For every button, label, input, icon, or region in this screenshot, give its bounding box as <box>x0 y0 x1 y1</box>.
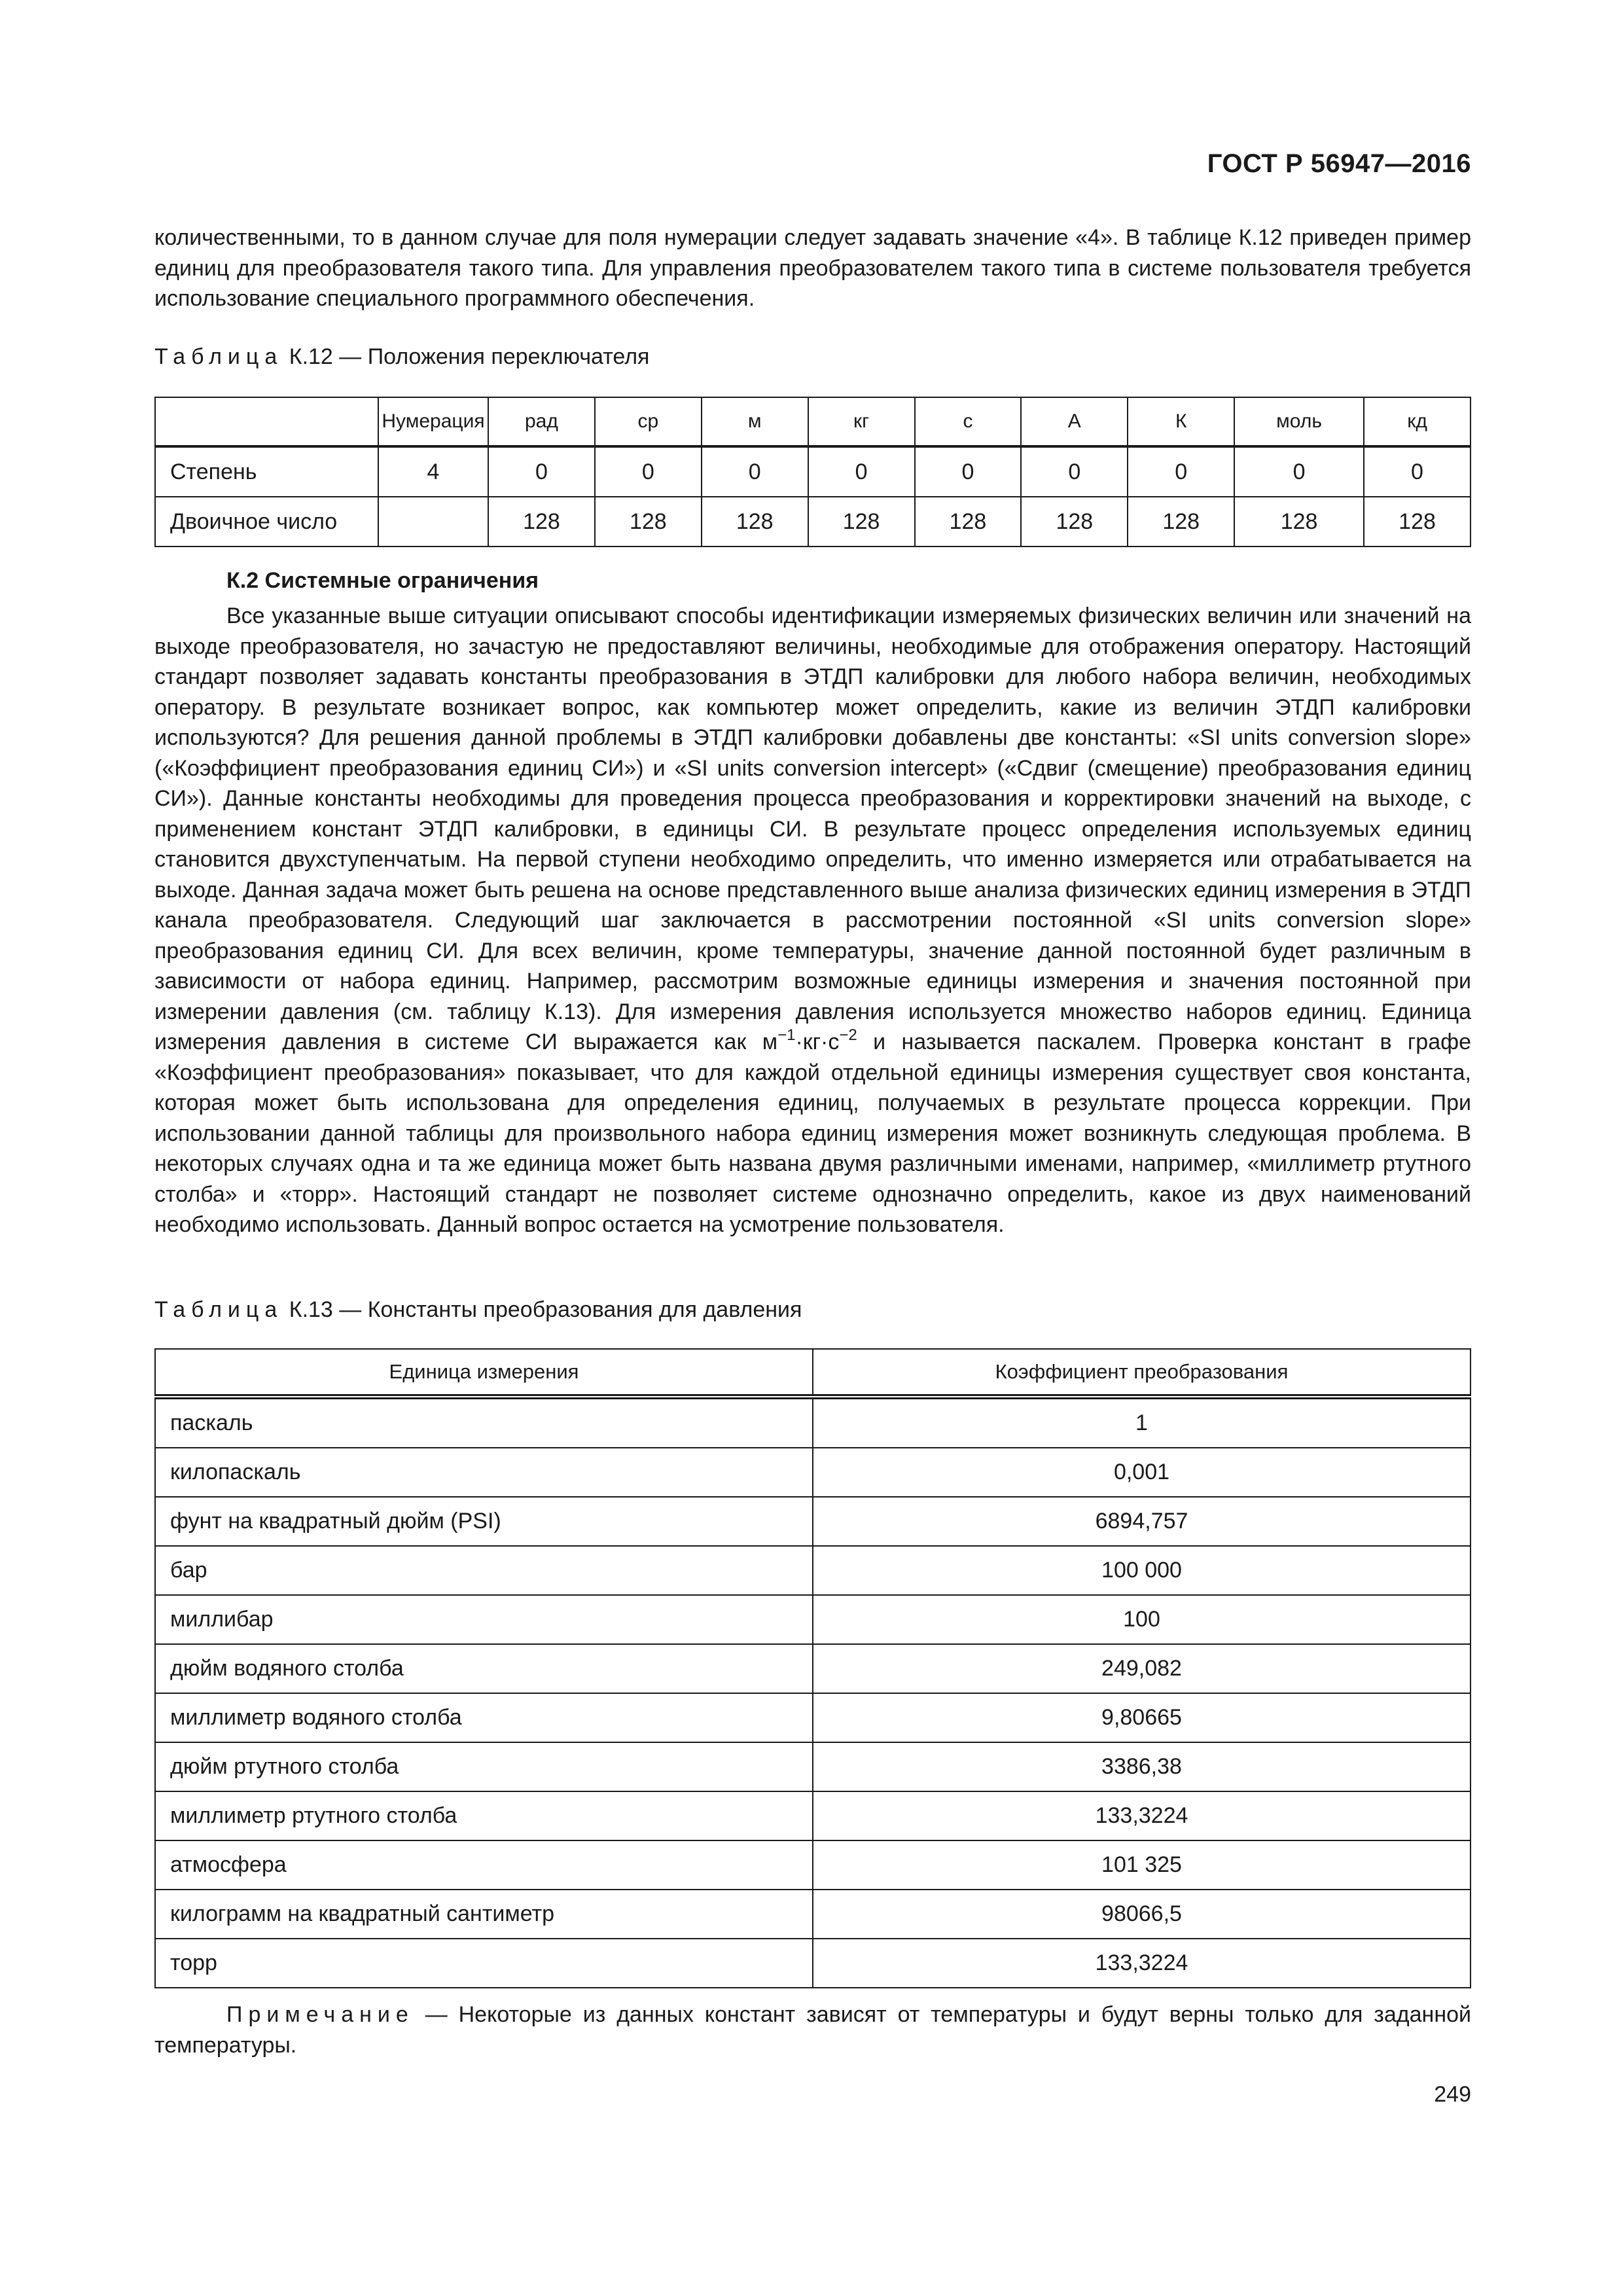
header-cell-cd: кд <box>1364 397 1471 446</box>
table-cell: 0 <box>1128 446 1234 497</box>
table-row <box>155 1644 1471 1693</box>
coefficient-cell: 9,80665 <box>813 1693 1471 1742</box>
superscript-minus-one: −1 <box>777 1026 796 1044</box>
table-cell: 0 <box>702 446 808 497</box>
unit-cell: паскаль <box>155 1397 813 1448</box>
table-k13-caption <box>154 1297 802 1323</box>
table-row <box>155 1939 1471 1988</box>
coefficient-cell: 3386,38 <box>813 1742 1471 1791</box>
switch-positions-table <box>154 397 1471 547</box>
table-cell: 0 <box>808 446 915 497</box>
header-cell-blank <box>155 397 378 446</box>
table-caption-text: К.13 — Константы преобразования для давления <box>289 1297 802 1322</box>
pressure-conversion-table <box>154 1348 1471 1988</box>
row-label: Двоичное число <box>155 497 378 547</box>
unit-cell: миллиметр ртутного столба <box>155 1791 813 1840</box>
document-id: ГОСТ Р 56947—2016 <box>1207 149 1471 178</box>
table-row <box>155 1448 1471 1497</box>
header-cell-k: К <box>1128 397 1234 446</box>
table-row <box>155 1497 1471 1546</box>
superscript-minus-two: −2 <box>839 1026 857 1044</box>
table-row <box>155 1397 1471 1448</box>
unit-cell: атмосфера <box>155 1840 813 1890</box>
header-cell-mol: моль <box>1234 397 1364 446</box>
table-row <box>155 1546 1471 1595</box>
table-row <box>155 1840 1471 1890</box>
header-cell-rad: рад <box>488 397 595 446</box>
table-cell: 128 <box>595 497 702 547</box>
header-cell-coefficient: Коэффициент преобразования <box>813 1349 1471 1397</box>
header-cell-sr: ср <box>595 397 702 446</box>
table-row <box>155 497 1471 547</box>
table-cell: 128 <box>1234 497 1364 547</box>
section-body <box>154 601 1471 1240</box>
table-row <box>155 1791 1471 1840</box>
header-cell-unit: Единица измерения <box>155 1349 813 1397</box>
table-cell: 0 <box>595 446 702 497</box>
intro-paragraph: количественными, то в данном случае для поля нумерации следует задавать значение «4». В таблице К.12 приведен пример единиц для преобразователя такого типа. Для управления преобразователем такого типа в системе пользователя требуется использование специального программного обеспечения. <box>154 225 1471 311</box>
note-label: Примечание <box>226 2002 414 2027</box>
coefficient-cell: 6894,757 <box>813 1497 1471 1546</box>
note-text: — Некоторые из данных констант зависят от температуры и будут верны только для заданной температуры. <box>154 2002 1471 2058</box>
table-cell: 0 <box>1021 446 1128 497</box>
coefficient-cell: 98066,5 <box>813 1890 1471 1939</box>
table-row <box>155 1693 1471 1742</box>
coefficient-cell: 249,082 <box>813 1644 1471 1693</box>
table-row <box>155 1890 1471 1939</box>
header-cell-numbering: Нумерация <box>378 397 488 446</box>
body-text-part1: Все указанные выше ситуации описывают способы идентификации измеряемых физических величин или значений на выходе преобразователя, но зачастую не предоставляют величины, необходимые для отображения оператору. Настоящий стандарт позволяет задавать константы преобразования в ЭТДП калибровки для любого набора величин, необходимых оператору. В результате возникает вопрос, как компьютер может определить, какие из величин ЭТДП калибровки используются? Для решения данной проблемы в ЭТДП калибровки добавлены две константы: «SI units conversion slope» («Коэффициент преобразования единиц СИ») и «SI units conversion intercept» («Сдвиг (смещение) преобразования единиц СИ»). Данные константы необходимы для проведения процесса преобразования и корректировки значений на выходе, с применением констант ЭТДП калибровки, в единицы СИ. В результате процесс определения используемых единиц становится двухступенчатым. На первой ступени необходимо определить, что именно измеряется или отрабатывается на выходе. Данная задача может быть решена на основе представленного выше анализа физических единиц измерения в ЭТДП канала преобразователя. Следующий шаг заключается в рассмотрении постоянной «SI units conversion slope» преобразования единиц СИ. Для всех величин, кроме температуры, значение данной постоянной будет различным в зависимости от набора единиц. Например, рассмотрим возможные единицы измерения и значения постоянной при измерении давления (см. таблицу К.13). Для измерения давления используется множество наборов единиц. Единица измерения давления в системе СИ выражается как м <box>154 603 1471 1054</box>
table-cell: 128 <box>1364 497 1471 547</box>
coefficient-cell: 133,3224 <box>813 1939 1471 1988</box>
unit-cell: бар <box>155 1546 813 1595</box>
table-cell: 0 <box>1364 446 1471 497</box>
table-row <box>155 1742 1471 1791</box>
unit-cell: фунт на квадратный дюйм (PSI) <box>155 1497 813 1546</box>
table-note <box>154 2000 1471 2060</box>
unit-cell: килопаскаль <box>155 1448 813 1497</box>
table-cell: 128 <box>488 497 595 547</box>
coefficient-cell: 0,001 <box>813 1448 1471 1497</box>
unit-cell: дюйм водяного столба <box>155 1644 813 1693</box>
table-cell: 0 <box>488 446 595 497</box>
table-cell: 128 <box>1128 497 1234 547</box>
table-cell: 128 <box>915 497 1022 547</box>
coefficient-cell: 101 325 <box>813 1840 1471 1890</box>
table-cell: 128 <box>808 497 915 547</box>
table-cell: 4 <box>378 446 488 497</box>
table-cell <box>378 497 488 547</box>
coefficient-cell: 1 <box>813 1397 1471 1448</box>
header-cell-m: м <box>702 397 808 446</box>
table-k12-caption <box>154 344 649 370</box>
table-header-row <box>155 397 1471 446</box>
page-number: 249 <box>1434 2082 1471 2107</box>
unit-cell: миллибар <box>155 1595 813 1644</box>
unit-cell: килограмм на квадратный сантиметр <box>155 1890 813 1939</box>
table-cell: 0 <box>915 446 1022 497</box>
body-text-mid: ·кг·с <box>795 1030 840 1054</box>
table-row <box>155 446 1471 497</box>
coefficient-cell: 100 <box>813 1595 1471 1644</box>
unit-cell: миллиметр водяного столба <box>155 1693 813 1742</box>
table-cell: 128 <box>1021 497 1128 547</box>
header-cell-kg: кг <box>808 397 915 446</box>
table-header-row <box>155 1349 1471 1397</box>
coefficient-cell: 100 000 <box>813 1546 1471 1595</box>
table-cell: 0 <box>1234 446 1364 497</box>
unit-cell: дюйм ртутного столба <box>155 1742 813 1791</box>
table-row <box>155 1595 1471 1644</box>
body-text-part2: и называется паскалем. Проверка констант в графе «Коэффициент преобразования» показывает, что для каждой отдельной единицы измерения существует своя константа, которая может быть использована для определения единиц, получаемых в результате процесса коррекции. При использовании данной таблицы для произвольного набора единиц измерения может возникнуть следующая проблема. В некоторых случаях одна и та же единица может быть названа двумя различными именами, например, «миллиметр ртутного столба» и «торр». Настоящий стандарт не позволяет системе однозначно определить, какое из двух наименований необходимо использовать. Данный вопрос остается на усмотрение пользователя. <box>154 1030 1471 1237</box>
header-cell-s: с <box>915 397 1022 446</box>
table-caption-text: К.12 — Положения переключателя <box>289 344 650 369</box>
table-caption-label: Таблица <box>154 344 283 369</box>
header-cell-a: А <box>1021 397 1128 446</box>
table-caption-label: Таблица <box>154 1297 283 1322</box>
table-cell: 128 <box>702 497 808 547</box>
coefficient-cell: 133,3224 <box>813 1791 1471 1840</box>
unit-cell: торр <box>155 1939 813 1988</box>
section-heading: К.2 Системные ограничения <box>226 568 539 593</box>
row-label: Степень <box>155 446 378 497</box>
